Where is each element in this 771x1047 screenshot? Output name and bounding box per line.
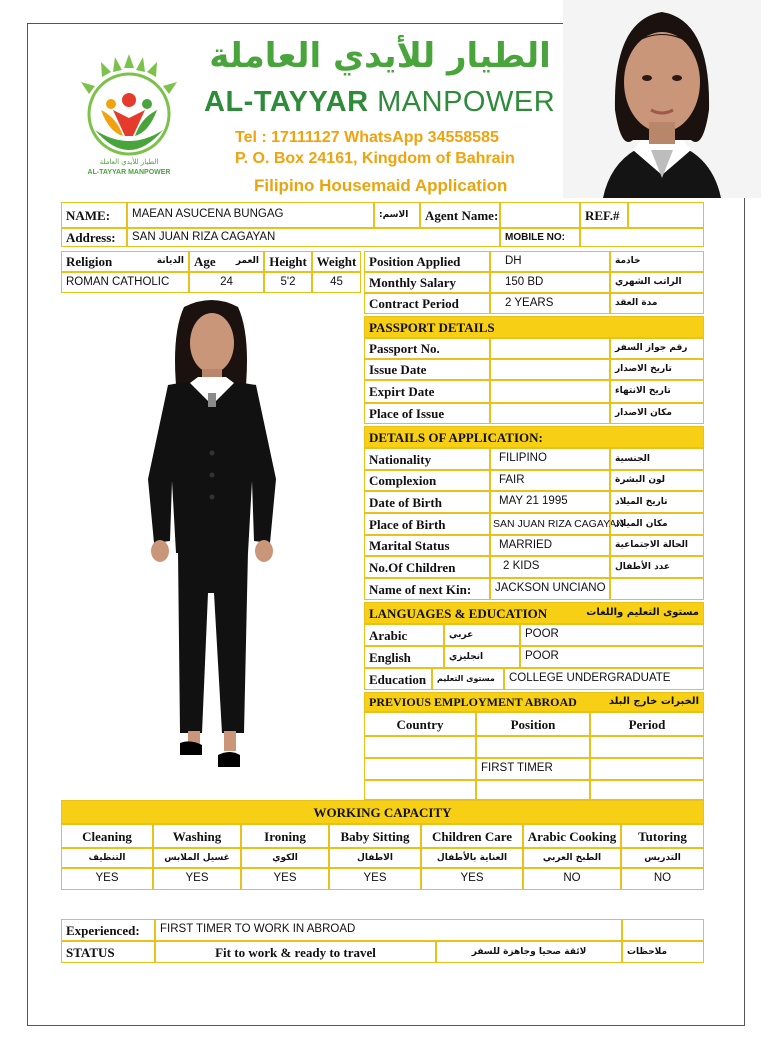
skill-children-care-label: Children Care (421, 824, 523, 848)
mobile-label: MOBILE NO: (500, 228, 580, 247)
skill-washing-value: YES (153, 868, 241, 890)
expiry-date-ar: تاريخ الانتهاء (610, 380, 704, 403)
monthly-salary-value: 150 BD (490, 272, 610, 293)
mobile-value (580, 228, 704, 247)
address-line: P. O. Box 24161, Kingdom of Bahrain (235, 150, 515, 167)
employment-title-ar: الخبرات خارج البلد (608, 696, 699, 707)
employment-title: PREVIOUS EMPLOYMENT ABROAD (369, 695, 577, 709)
skill-arabic-cooking-label: Arabic Cooking (523, 824, 621, 848)
agent-name-label: Agent Name: (420, 202, 500, 228)
religion-header (61, 251, 189, 272)
position-applied-ar: خادمة (610, 251, 704, 272)
brand-arabic: الطيار للأيدي العاملة (209, 36, 551, 76)
name-label-ar: الاسم: (374, 202, 420, 228)
date-of-birth-label: Date of Birth (364, 491, 490, 513)
skill-children-care-ar: العناية بالأطفال (421, 848, 523, 868)
arabic-label-ar: عربي (444, 624, 520, 646)
working-capacity-header: WORKING CAPACITY (61, 800, 704, 824)
status-label: STATUS (61, 941, 155, 963)
skill-arabic-cooking-ar: الطبخ العربي (523, 848, 621, 868)
place-of-birth-ar: مكان الميلاد (610, 513, 704, 535)
employment-row (364, 736, 476, 758)
arabic-value: POOR (520, 624, 704, 646)
experienced-value: FIRST TIMER TO WORK IN ABROAD (155, 919, 622, 941)
languages-title: LANGUAGES & EDUCATION (369, 605, 548, 621)
weight-label: Weight (312, 251, 361, 272)
contract-period-ar: مدة العقد (610, 293, 704, 314)
nationality-ar: الجنسية (610, 448, 704, 470)
age-value: 24 (189, 272, 264, 293)
monthly-salary-ar: الراتب الشهري (610, 272, 704, 293)
contract-period-label: Contract Period (364, 293, 490, 314)
name-value: MAEAN ASUCENA BUNGAG (127, 202, 374, 228)
english-label-ar: انجليزي (444, 646, 520, 668)
religion-value: ROMAN CATHOLIC (61, 272, 189, 293)
issue-date-label: Issue Date (364, 359, 490, 380)
employment-row (476, 780, 590, 800)
skill-cleaning-label: Cleaning (61, 824, 153, 848)
contract-period-value: 2 YEARS (490, 293, 610, 314)
next-of-kin-label: Name of next Kin: (364, 578, 490, 600)
languages-header (364, 602, 704, 624)
logo-en-text: AL-TAYYAR MANPOWER (87, 169, 171, 176)
place-of-issue-label: Place of Issue (364, 403, 490, 424)
employment-row (476, 736, 590, 758)
next-of-kin-extra (610, 578, 704, 600)
place-of-issue-value (490, 403, 610, 424)
logo-ar-text: الطيار للأيدي العاملة (99, 158, 159, 166)
headshot-photo (563, 0, 761, 198)
children-ar: عدد الأطفال (610, 556, 704, 578)
monthly-salary-label: Monthly Salary (364, 272, 490, 293)
education-label-ar: مستوى التعليم (432, 668, 504, 690)
skill-cleaning-value: YES (61, 868, 153, 890)
skill-tutoring-ar: التدريس (621, 848, 704, 868)
skill-washing-ar: غسيل الملابس (153, 848, 241, 868)
ref-value (628, 202, 704, 228)
issue-date-ar: تاريخ الاصدار (610, 359, 704, 380)
full-body-photo (62, 293, 360, 798)
brand-english-bold: AL-TAYYAR (204, 86, 369, 118)
education-label: Education (364, 668, 432, 690)
employment-row (590, 758, 704, 780)
ref-label: REF.# (580, 202, 628, 228)
address-label: Address: (61, 228, 127, 247)
status-value-ar: لائقة صحيا وجاهزة للسفر (436, 941, 622, 963)
agent-name-value (500, 202, 580, 228)
skill-children-care-value: YES (421, 868, 523, 890)
name-label: NAME: (61, 202, 127, 228)
status-value: Fit to work & ready to travel (155, 941, 436, 963)
issue-date-value (490, 359, 610, 380)
age-label-ar: العمر (235, 256, 259, 266)
passport-no-value (490, 338, 610, 359)
complexion-value: FAIR (490, 470, 610, 491)
skill-ironing-ar: الكوي (241, 848, 329, 868)
next-of-kin-value: JACKSON UNCIANO (490, 578, 610, 600)
position-applied-value: DH (490, 251, 610, 272)
contact-info (235, 127, 555, 169)
complexion-label: Complexion (364, 470, 490, 491)
col-period: Period (590, 712, 704, 736)
skill-tutoring-value: NO (621, 868, 704, 890)
passport-no-label: Passport No. (364, 338, 490, 359)
experienced-label: Experienced: (61, 919, 155, 941)
skill-cleaning-ar: التنظيف (61, 848, 153, 868)
children-label: No.Of Children (364, 556, 490, 578)
col-country: Country (364, 712, 476, 736)
marital-status-label: Marital Status (364, 535, 490, 556)
skill-tutoring-label: Tutoring (621, 824, 704, 848)
skill-arabic-cooking-value: NO (523, 868, 621, 890)
skill-baby-sitting-value: YES (329, 868, 421, 890)
passport-no-ar: رقم جواز السفر (610, 338, 704, 359)
place-of-birth-value: SAN JUAN RIZA CAGAYAN (490, 513, 610, 535)
languages-title-ar: مستوى التعليم واللغات (586, 607, 699, 618)
weight-value: 45 (312, 272, 361, 293)
col-position: Position (476, 712, 590, 736)
complexion-ar: لون البشرة (610, 470, 704, 491)
skill-ironing-label: Ironing (241, 824, 329, 848)
nationality-value: FILIPINO (490, 448, 610, 470)
arabic-label: Arabic (364, 624, 444, 646)
religion-label: Religion (66, 254, 113, 269)
form-title: Filipino Housemaid Application (254, 176, 508, 195)
employment-row (590, 780, 704, 800)
expiry-date-label: Expirt Date (364, 380, 490, 403)
tel-line: Tel : 17111127 WhatsApp 34558585 (235, 129, 499, 146)
passport-details-header: PASSPORT DETAILS (364, 316, 704, 338)
experienced-extra (622, 919, 704, 941)
children-value: 2 KIDS (490, 556, 610, 578)
position-applied-label: Position Applied (364, 251, 490, 272)
employment-row (364, 780, 476, 800)
employment-note: FIRST TIMER (476, 758, 590, 780)
marital-status-value: MARRIED (490, 535, 610, 556)
employment-row (590, 736, 704, 758)
height-value: 5'2 (264, 272, 312, 293)
employment-header (364, 692, 704, 712)
age-header (189, 251, 264, 272)
skill-baby-sitting-label: Baby Sitting (329, 824, 421, 848)
skill-baby-sitting-ar: الاطفال (329, 848, 421, 868)
english-label: English (364, 646, 444, 668)
age-label: Age (194, 254, 216, 269)
religion-label-ar: الديانة (156, 256, 184, 266)
application-details-header: DETAILS OF APPLICATION: (364, 426, 704, 448)
skill-washing-label: Washing (153, 824, 241, 848)
marital-status-ar: الحالة الاجتماعية (610, 535, 704, 556)
address-value: SAN JUAN RIZA CAGAYAN (127, 228, 500, 247)
brand-english (204, 86, 564, 119)
place-of-birth-label: Place of Birth (364, 513, 490, 535)
place-of-issue-ar: مكان الاصدار (610, 403, 704, 424)
nationality-label: Nationality (364, 448, 490, 470)
expiry-date-value (490, 380, 610, 403)
date-of-birth-value: MAY 21 1995 (490, 491, 610, 513)
employment-row (364, 758, 476, 780)
date-of-birth-ar: تاريخ الميلاد (610, 491, 704, 513)
english-value: POOR (520, 646, 704, 668)
height-label: Height (264, 251, 312, 272)
remarks-label-ar: ملاحظات (622, 941, 704, 963)
education-value: COLLEGE UNDERGRADUATE (504, 668, 704, 690)
skill-ironing-value: YES (241, 868, 329, 890)
al-tayyar-logo (65, 52, 193, 180)
brand-english-rest: MANPOWER (368, 86, 556, 118)
